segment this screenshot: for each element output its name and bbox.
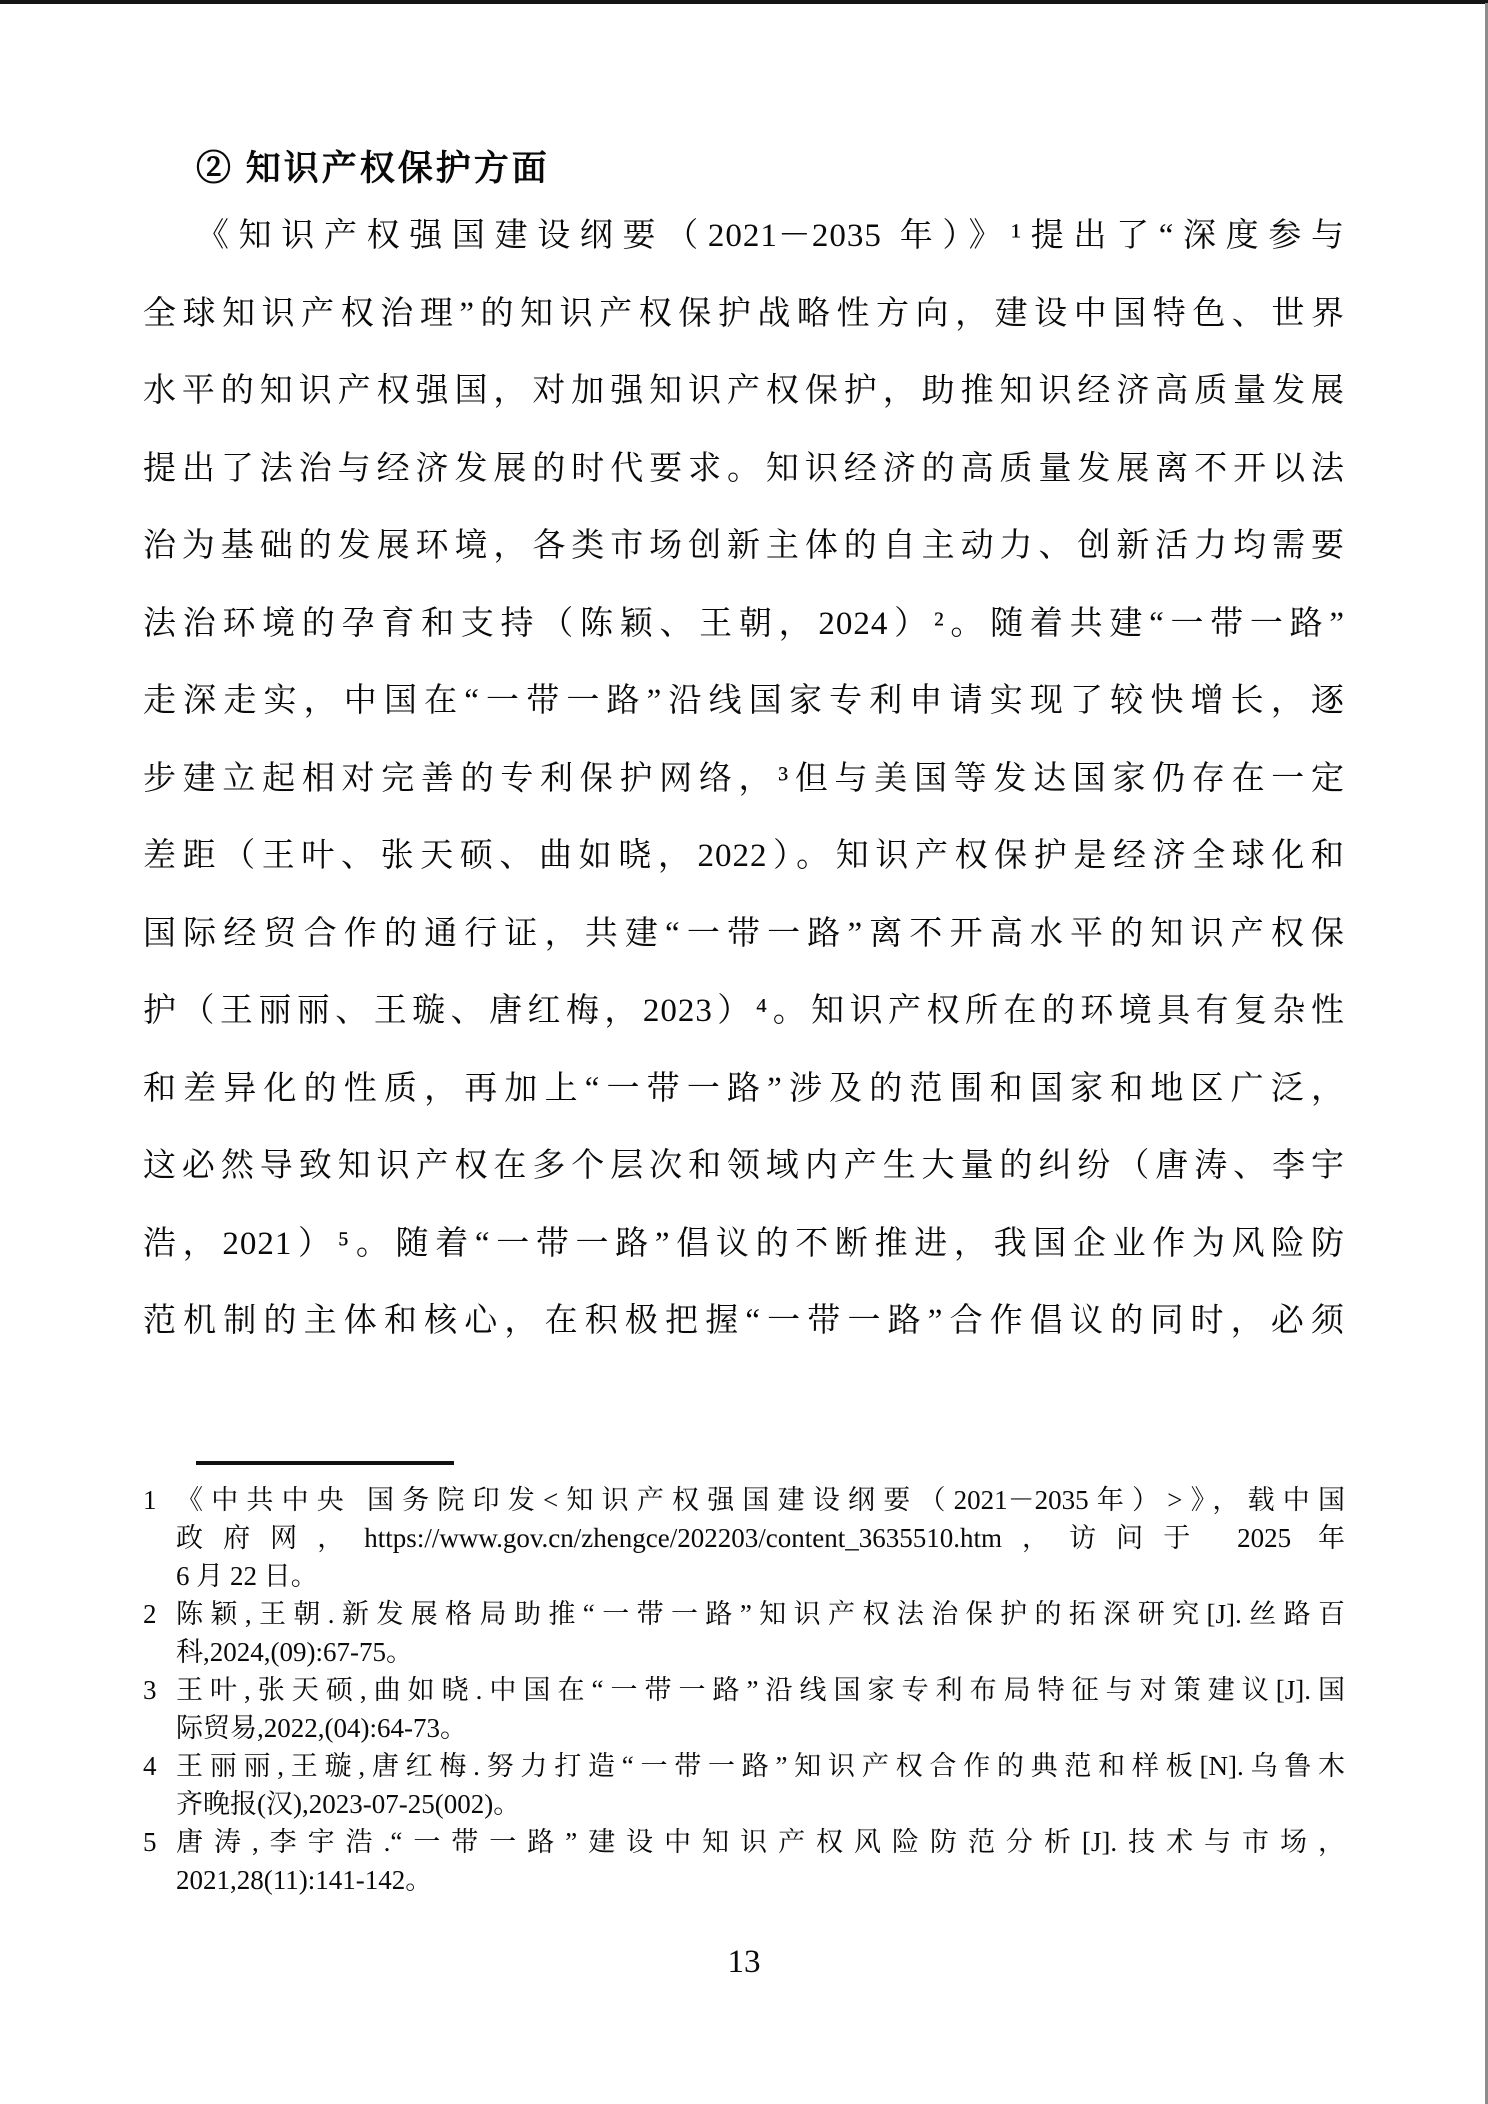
footnote-text bbox=[176, 1595, 1345, 1671]
footnote-number: 3 bbox=[143, 1675, 157, 1705]
body-line: 这必然导致知识产权在多个层次和领域内产生大量的纠纷（唐涛、李宇 bbox=[143, 1148, 1345, 1184]
footnote-line: 唐涛,李宇浩.“一带一路”建设中知识产权风险防范分析[J].技术与市场， bbox=[176, 1827, 1345, 1857]
footnote-separator bbox=[196, 1461, 454, 1465]
footnote-number: 4 bbox=[143, 1751, 157, 1781]
footnote-line: 王叶,张天硕,曲如晓.中国在“一带一路”沿线国家专利布局特征与对策建议[J].国 bbox=[176, 1675, 1345, 1705]
body-line: 水平的知识产权强国，对加强知识产权保护，助推知识经济高质量发展 bbox=[143, 373, 1345, 409]
footnote bbox=[143, 1595, 1345, 1671]
body-line: 治为基础的发展环境，各类市场创新主体的自主动力、创新活力均需要 bbox=[143, 528, 1345, 564]
footnote-line: 6 月 22 日。 bbox=[176, 1561, 318, 1591]
body-line: 提出了法治与经济发展的时代要求。知识经济的高质量发展离不开以法 bbox=[143, 450, 1345, 487]
footnote-text bbox=[176, 1671, 1345, 1747]
footnote-line: 政府网，https://www.gov.cn/zhengce/202203/content_3635510.htm，访问于 2025 年 bbox=[176, 1523, 1345, 1553]
body-line: 浩，2021）⁵。随着“一带一路”倡议的不断推进，我国企业作为风险防 bbox=[143, 1225, 1345, 1262]
footnote-line: 际贸易,2022,(04):64-73。 bbox=[176, 1713, 467, 1743]
body-line: 差距（王叶、张天硕、曲如晓，2022）。知识产权保护是经济全球化和 bbox=[143, 838, 1345, 874]
body-line: 全球知识产权治理”的知识产权保护战略性方向，建设中国特色、世界 bbox=[143, 295, 1345, 332]
body-line: 和差异化的性质，再加上“一带一路”涉及的范围和国家和地区广泛， bbox=[143, 1070, 1345, 1107]
footnotes-section bbox=[143, 1481, 1345, 1899]
page-top-border bbox=[0, 0, 1488, 4]
footnote-line: 科,2024,(09):67-75。 bbox=[176, 1637, 413, 1667]
page-number: 13 bbox=[727, 1944, 761, 1980]
body-line: 法治环境的孕育和支持（陈颖、王朝，2024）²。随着共建“一带一路” bbox=[143, 605, 1345, 642]
body-line: 国际经贸合作的通行证，共建“一带一路”离不开高水平的知识产权保 bbox=[143, 915, 1345, 952]
body-line: 步建立起相对完善的专利保护网络，³但与美国等发达国家仍存在一定 bbox=[143, 760, 1345, 797]
footnote bbox=[143, 1671, 1345, 1747]
body-line: 《知识产权强国建设纲要（2021－2035 年）》¹提出了“深度参与 bbox=[196, 218, 1345, 254]
footnote-line: 王丽丽,王璇,唐红梅.努力打造“一带一路”知识产权合作的典范和样板[N].乌鲁木 bbox=[176, 1751, 1345, 1781]
footnote-number: 2 bbox=[143, 1599, 157, 1629]
footnote-text bbox=[176, 1481, 1345, 1595]
footnote-text bbox=[176, 1747, 1345, 1823]
footnote-number: 5 bbox=[143, 1827, 157, 1857]
footnote-line: 《中共中央 国务院印发<知识产权强国建设纲要（2021－2035年）>》，载中国 bbox=[176, 1485, 1345, 1515]
footnote bbox=[143, 1747, 1345, 1823]
footnote-line: 陈颖,王朝.新发展格局助推“一带一路”知识产权法治保护的拓深研究[J].丝路百 bbox=[176, 1599, 1345, 1629]
footnote-line: 齐晚报(汉),2023-07-25(002)。 bbox=[176, 1789, 521, 1819]
footnote bbox=[143, 1481, 1345, 1595]
body-line: 范机制的主体和核心，在积极把握“一带一路”合作倡议的同时，必须 bbox=[143, 1303, 1345, 1339]
body-line: 走深走实，中国在“一带一路”沿线国家专利申请实现了较快增长，逐 bbox=[143, 683, 1345, 719]
footnote-line: 2021,28(11):141-142。 bbox=[176, 1865, 433, 1895]
section-heading: ② 知识产权保护方面 bbox=[196, 149, 550, 188]
footnote bbox=[143, 1823, 1345, 1899]
body-line: 护（王丽丽、王璇、唐红梅，2023）⁴。知识产权所在的环境具有复杂性 bbox=[143, 993, 1345, 1029]
footnote-text bbox=[176, 1823, 1345, 1899]
footnote-number: 1 bbox=[143, 1485, 157, 1515]
body-paragraph bbox=[143, 198, 1345, 1361]
